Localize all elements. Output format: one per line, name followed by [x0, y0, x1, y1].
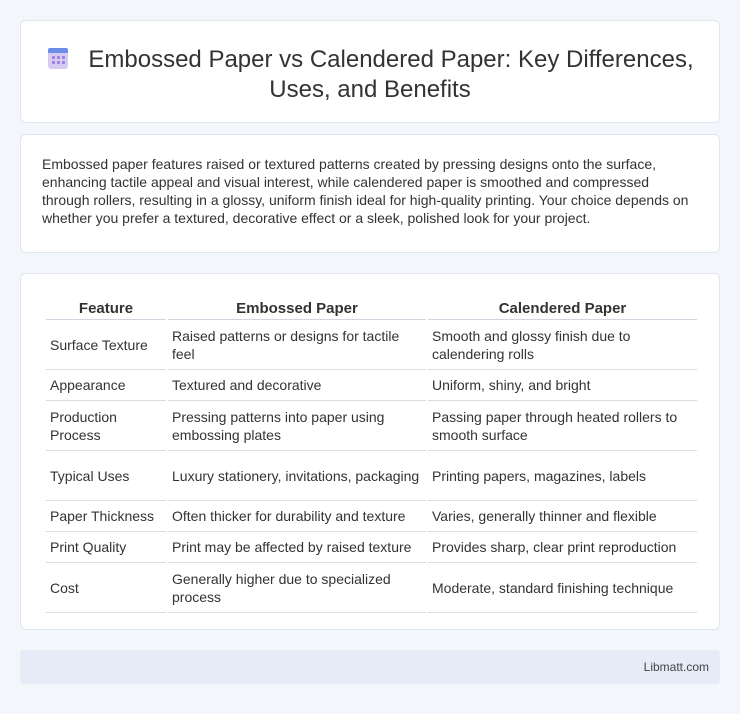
column-header-feature: Feature	[46, 298, 166, 320]
column-header-embossed: Embossed Paper	[168, 298, 426, 320]
table-cell: Passing paper through heated rollers to smooth surface	[428, 401, 697, 451]
table-cell: Printing papers, magazines, labels	[428, 451, 697, 501]
table-cell: Print Quality	[46, 532, 166, 563]
table-cell: Paper Thickness	[46, 501, 166, 532]
table-row	[46, 501, 697, 532]
table-row	[46, 532, 697, 563]
title-card	[20, 20, 720, 123]
table-cell: Luxury stationery, invitations, packaging	[168, 451, 426, 501]
table-cell: Surface Texture	[46, 320, 166, 370]
table-cell: Typical Uses	[46, 451, 166, 501]
table-cell: Varies, generally thinner and flexible	[428, 501, 697, 532]
table-cell: Textured and decorative	[168, 370, 426, 401]
page-title-wrap	[21, 45, 719, 105]
table-row	[46, 370, 697, 401]
intro-card	[20, 134, 720, 253]
table-cell: Pressing patterns into paper using embossing plates	[168, 401, 426, 451]
table-cell: Generally higher due to specialized process	[168, 563, 426, 613]
table-cell: Cost	[46, 563, 166, 613]
table-cell: Appearance	[46, 370, 166, 401]
intro-paragraph: Embossed paper features raised or textured patterns created by pressing designs onto the surface, enhancing tactile appeal and visual interest, while calendered paper is smoothed and compressed through rollers, resulting in a glossy, uniform finish ideal for high-quality printing. Your choice depends on whether you prefer a textured, decorative effect or a sleek, polished look for your project.	[42, 156, 689, 226]
page-title: Embossed Paper vs Calendered Paper: Key Differences, Uses, and Benefits	[88, 46, 694, 103]
comparison-table	[44, 298, 699, 613]
table-cell: Raised patterns or designs for tactile feel	[168, 320, 426, 370]
table-row	[46, 401, 697, 451]
table-cell: Provides sharp, clear print reproduction	[428, 532, 697, 563]
table-cell: Moderate, standard finishing technique	[428, 563, 697, 613]
comparison-card	[20, 273, 720, 630]
table-cell: Uniform, shiny, and bright	[428, 370, 697, 401]
table-cell: Production Process	[46, 401, 166, 451]
calendar-icon	[46, 46, 70, 70]
column-header-calendered: Calendered Paper	[428, 298, 697, 320]
table-cell: Print may be affected by raised texture	[168, 532, 426, 563]
footer-brand[interactable]: Libmatt.com	[643, 660, 709, 674]
table-row	[46, 451, 697, 501]
table-row	[46, 320, 697, 370]
table-header-row	[46, 298, 697, 320]
table-cell: Smooth and glossy finish due to calendering rolls	[428, 320, 697, 370]
footer-bar	[20, 650, 720, 684]
table-cell: Often thicker for durability and texture	[168, 501, 426, 532]
table-row	[46, 563, 697, 613]
